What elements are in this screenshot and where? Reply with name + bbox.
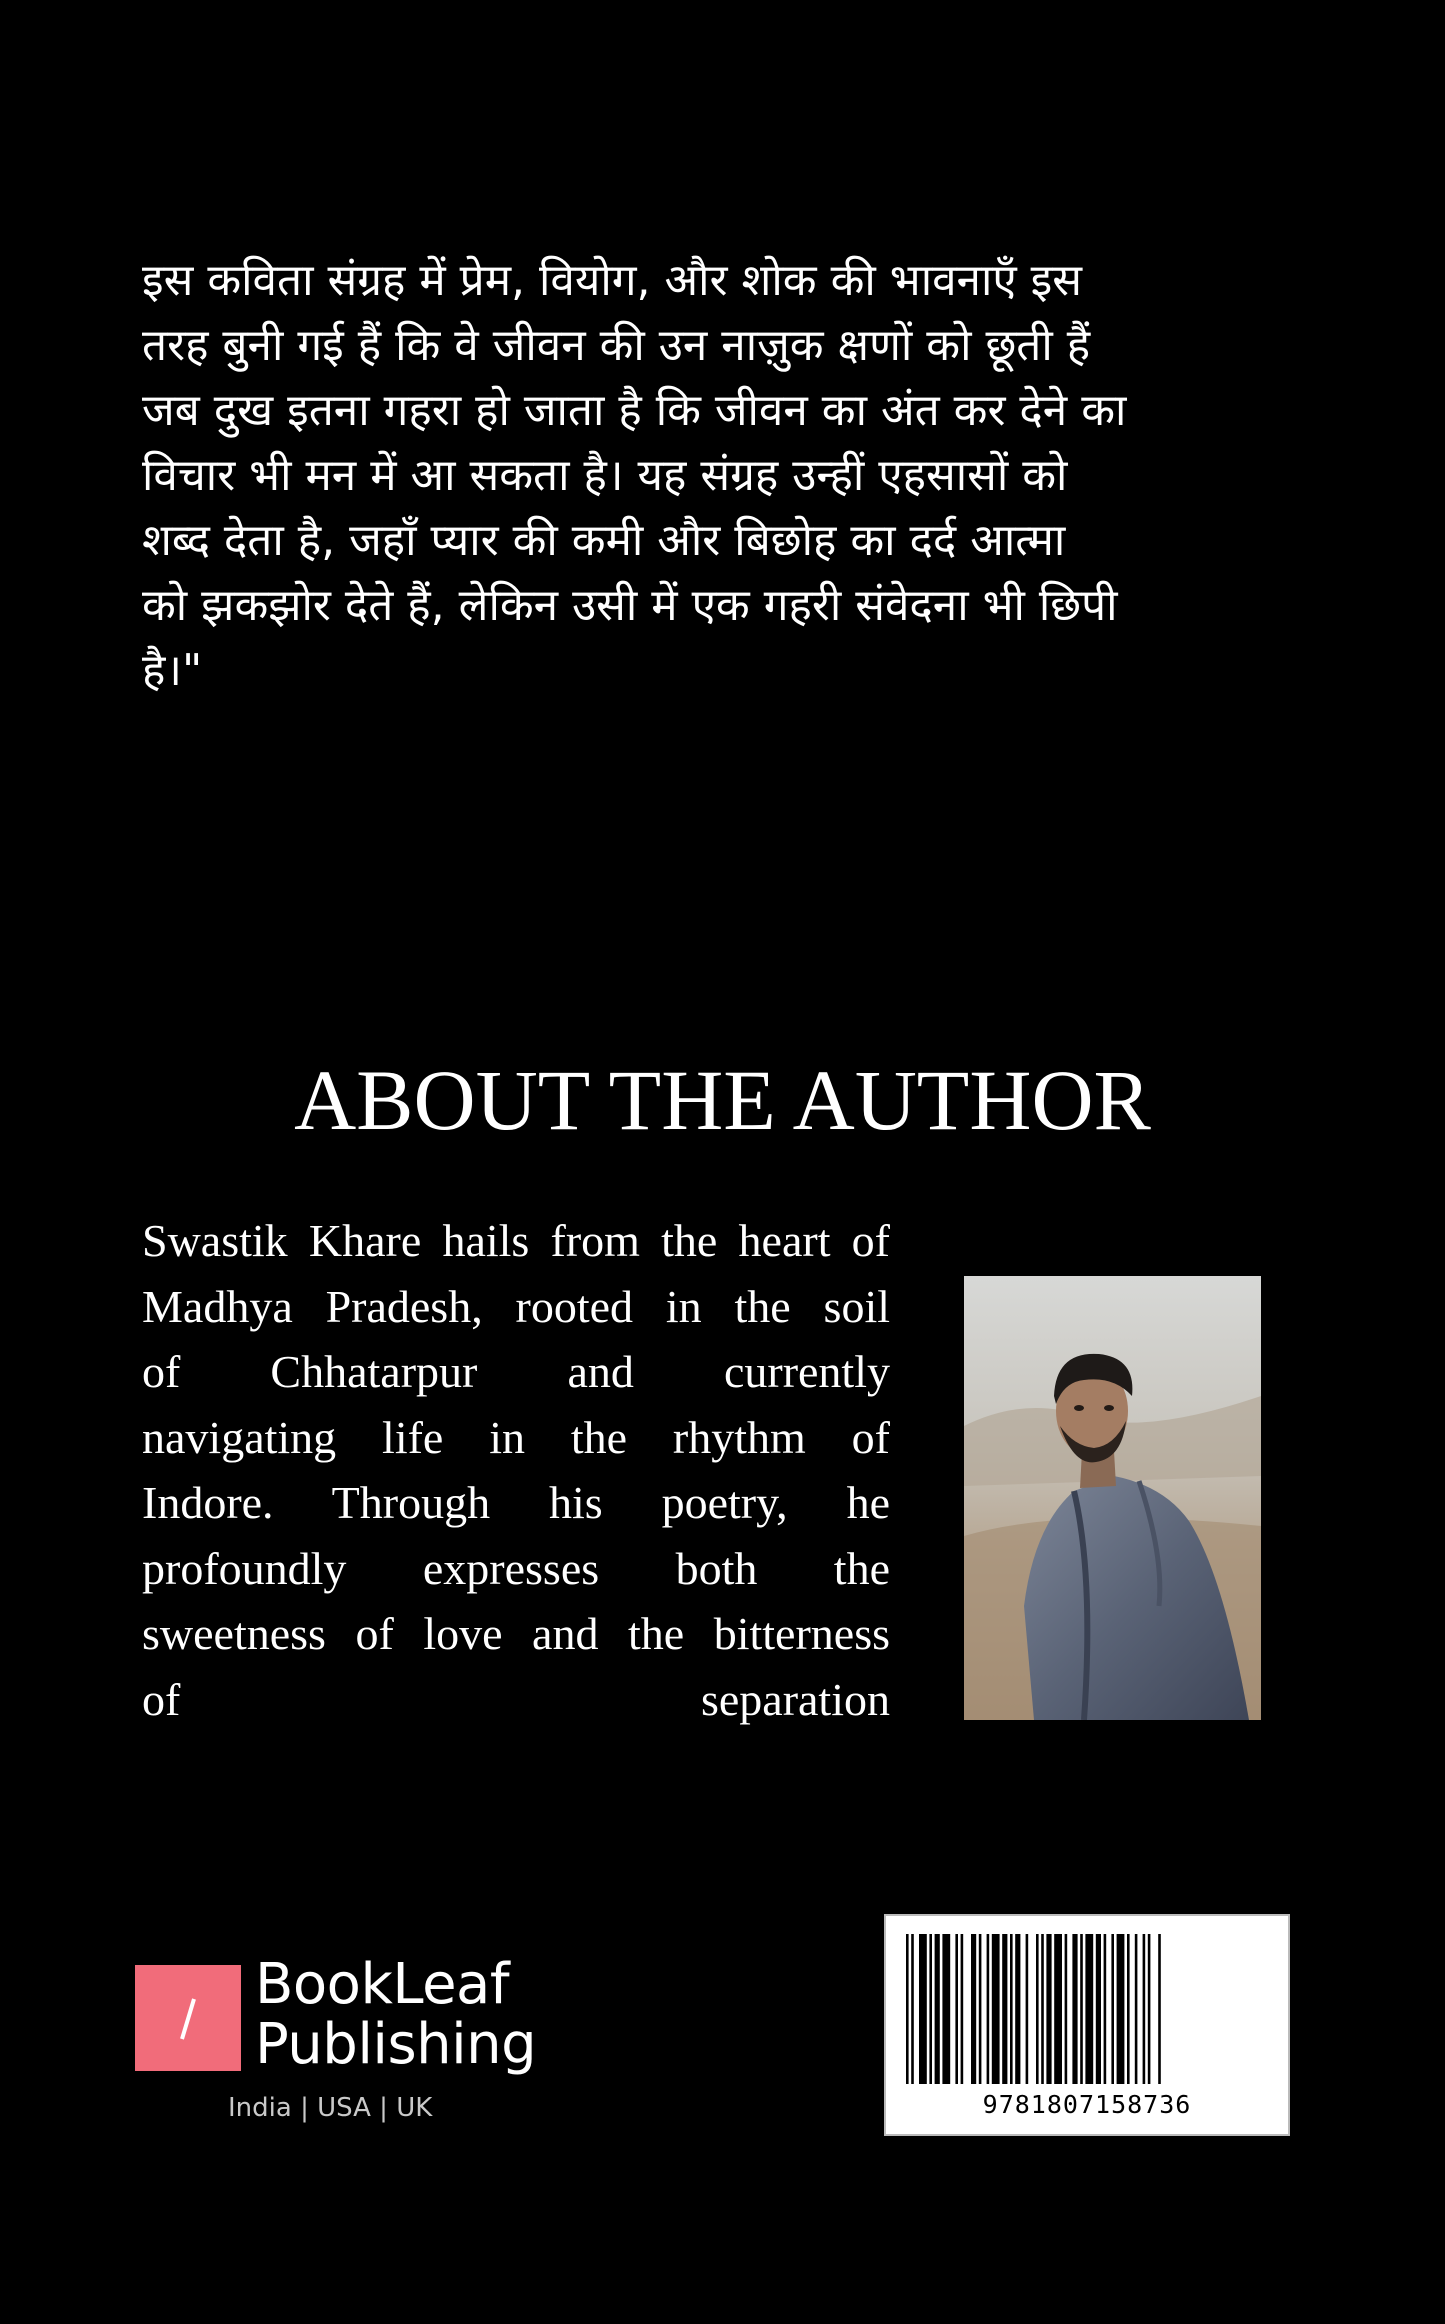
bio-line: profoundly expresses both the — [142, 1542, 890, 1594]
back-cover-blurb — [142, 248, 1302, 703]
bio-line: navigating life in the rhythm of — [142, 1411, 890, 1463]
bio-line: Madhya Pradesh, rooted in the soil — [142, 1280, 890, 1332]
blurb-line: शब्द देता है, जहाँ प्यार की कमी और बिछोह का दर्द आत्मा — [142, 515, 1066, 566]
bio-line: Swastik Khare hails from the heart of — [142, 1215, 890, 1266]
publisher-name — [255, 1952, 537, 2077]
blurb-line: है।" — [142, 645, 203, 696]
isbn-number: 9781807158736 — [982, 2090, 1192, 2119]
publisher-regions: India | USA | UK — [228, 2093, 433, 2123]
author-bio — [142, 1208, 890, 1732]
isbn-barcode — [884, 1914, 1290, 2136]
author-photo — [964, 1276, 1261, 1720]
about-author-heading: ABOUT THE AUTHOR — [294, 1052, 1151, 1148]
blurb-line: तरह बुनी गई हैं कि वे जीवन की उन नाज़ुक क्षणों को छूती हैं — [142, 320, 1091, 371]
bio-line: of separation — [142, 1673, 890, 1725]
blurb-line: इस कविता संग्रह में प्रेम, वियोग, और शोक की भावनाएँ इस — [142, 255, 1083, 306]
bio-line: sweetness of love and the bitterness — [142, 1608, 890, 1659]
blurb-line: को झकझोर देते हैं, लेकिन उसी में एक गहरी संवेदना भी छिपी — [142, 580, 1118, 631]
publisher-logo-mark — [135, 1965, 241, 2071]
bio-line: Indore. Through his poetry, he — [142, 1477, 890, 1528]
publisher-name-line2: Publishing — [255, 2012, 537, 2077]
publisher-name-line1: BookLeaf — [255, 1952, 510, 2017]
bio-line: of Chhatarpur and currently — [142, 1346, 890, 1397]
blurb-line: जब दुख इतना गहरा हो जाता है कि जीवन का अंत कर देने का — [142, 385, 1127, 436]
blurb-line: विचार भी मन में आ सकता है। यह संग्रह उन्हीं एहसासों को — [142, 450, 1068, 501]
